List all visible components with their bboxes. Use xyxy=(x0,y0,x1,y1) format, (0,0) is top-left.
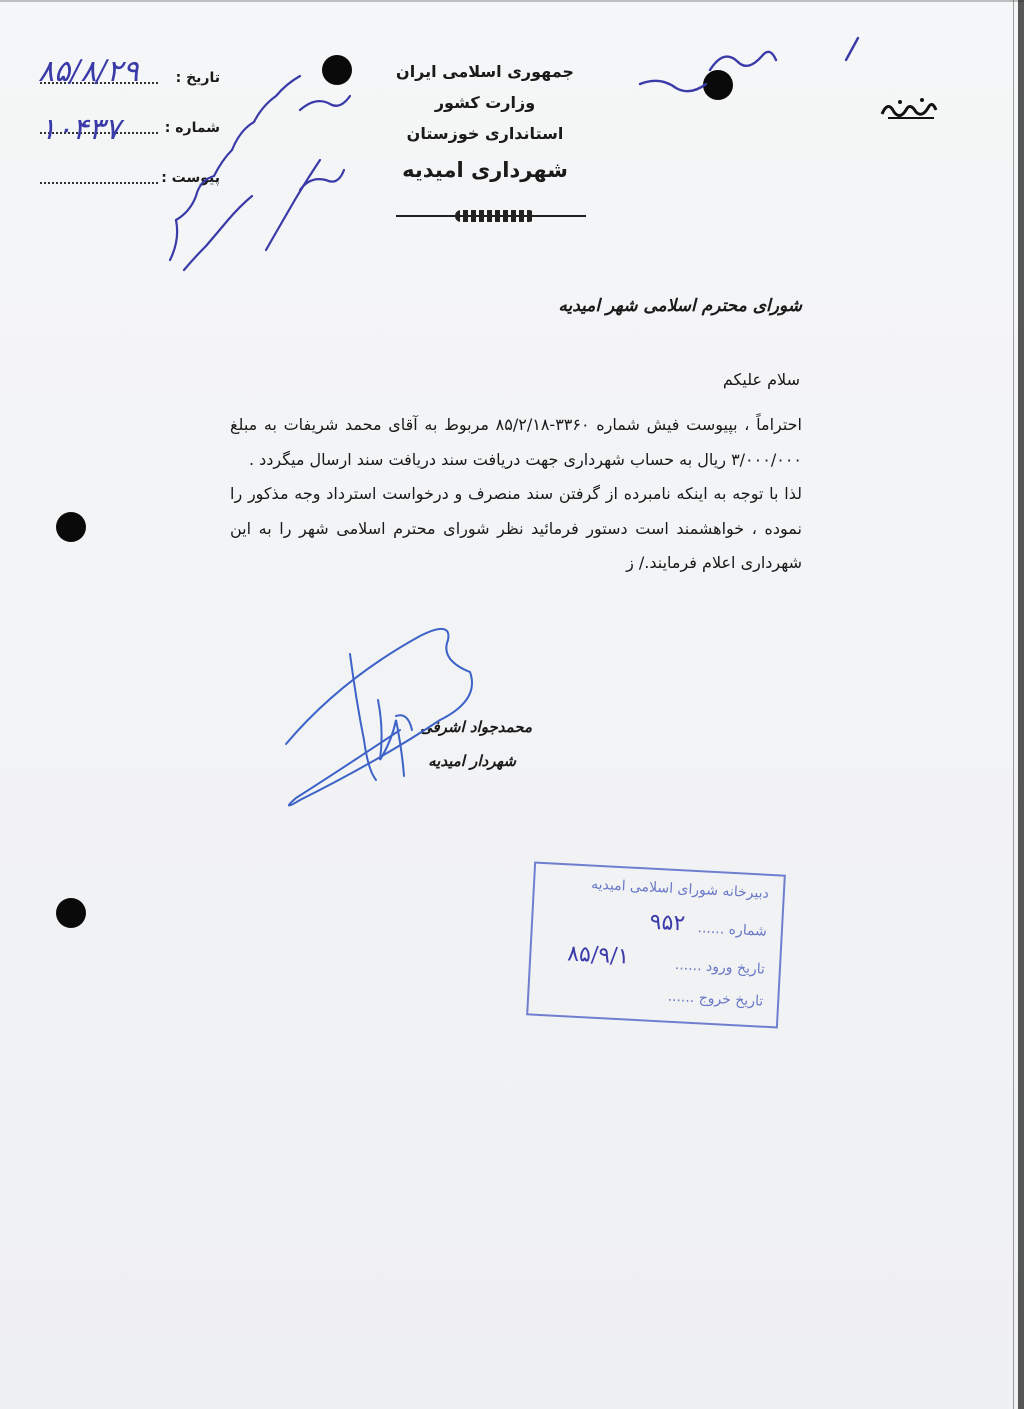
stamp-exit-label: تاریخ خروج ...... xyxy=(667,988,764,1010)
letter-greeting: سلام علیکم xyxy=(722,370,800,389)
handwritten-initials xyxy=(640,38,858,91)
signer-name: محمدجواد اشرفی xyxy=(419,718,532,736)
letterhead-line-1: جمهوری اسلامی ایران xyxy=(396,62,574,81)
stamp-entry-label: تاریخ ورود ...... xyxy=(674,957,766,978)
handwritten-note xyxy=(170,76,350,270)
signature-mark xyxy=(286,629,472,806)
stamp-office: دبیرخانه شورای اسلامی امیدیه xyxy=(590,876,770,902)
letterhead-line-2: وزارت کشور xyxy=(434,93,536,112)
date-label: تاریخ : xyxy=(175,70,220,86)
letter-addressee: شورای محترم اسلامی شهر امیدیه xyxy=(558,296,802,316)
handwritten-number: ۱۰۴۳۷ xyxy=(40,112,121,147)
signer-title: شهردار امیدیه xyxy=(428,752,516,770)
attachment-label: پیوست : xyxy=(161,170,220,186)
letter-paragraph: احتراماً ، بپیوست فیش شماره ۳۳۶۰-۸۵/۲/۱۸ مربوط به آقای محمد شریفات به مبلغ ۳/۰۰۰/۰۰۰ ریال به حساب شهرداری جهت دریافت سند دریافت سند ارسال میگردد . xyxy=(230,415,803,469)
letterhead-line-3: استانداری خوزستان xyxy=(406,124,564,143)
stamp-number-value: ۹۵۲ xyxy=(649,909,686,937)
handwritten-date: ۸۵/۸/۲۹ xyxy=(38,54,139,89)
stamp-entry-value: ۸۵/۹/۱ xyxy=(566,941,630,970)
number-label: شماره : xyxy=(164,120,220,136)
letterhead-org: شهرداری امیدیه xyxy=(402,158,568,182)
letter-paragraph: لذا با توجه به اینکه نامبرده از گرفتن سند منصرف و درخواست استرداد وجه مذکور را نموده ، خواهشمند است دستور فرمائید نظر شورای محترم اسلامی شهر را به این شهرداری اعلام فرمایند./ ز xyxy=(230,484,802,572)
stamp-number-label: شماره ...... xyxy=(697,920,768,940)
